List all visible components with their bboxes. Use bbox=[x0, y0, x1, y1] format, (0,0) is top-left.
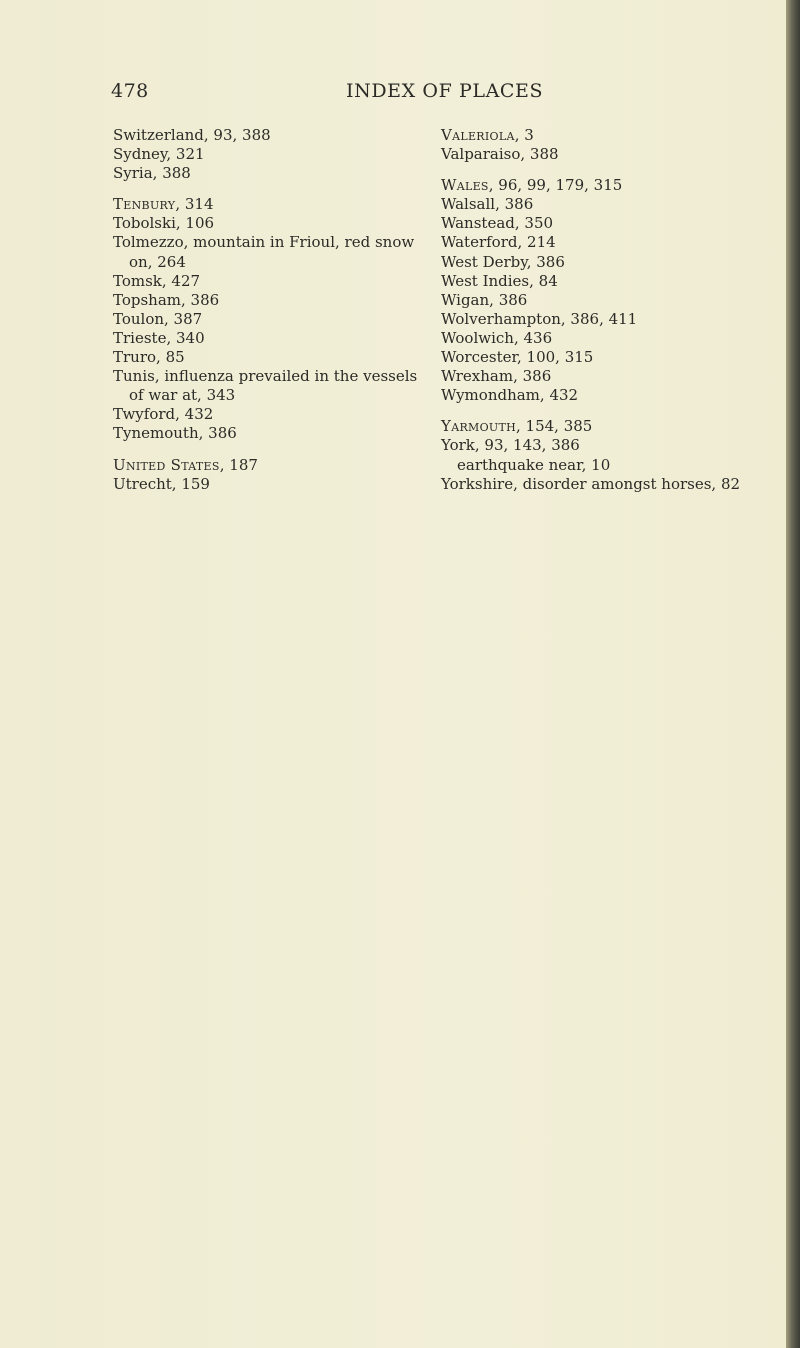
entry-heading: Yarmouth bbox=[441, 417, 517, 436]
index-entry: Utrecht, 159 bbox=[113, 474, 210, 493]
index-entry: Tunis, influenza prevailed in the vessels bbox=[113, 367, 418, 386]
index-entry: West Indies, 84 bbox=[441, 271, 558, 290]
entry-pages: , 187 bbox=[219, 455, 258, 474]
entry-heading: United States bbox=[113, 455, 220, 474]
index-entry: Tomsk, 427 bbox=[113, 271, 201, 290]
entry-pages: , 314 bbox=[175, 195, 214, 214]
index-entry: Wolverhampton, 386, 411 bbox=[441, 309, 638, 328]
index-entry bbox=[441, 417, 741, 436]
index-entry: Sydney, 321 bbox=[113, 145, 205, 164]
index-entry: Wigan, 386 bbox=[441, 290, 528, 309]
index-entry: Truro, 85 bbox=[113, 348, 185, 367]
index-entry: Tobolski, 106 bbox=[113, 214, 215, 233]
index-entry: Wrexham, 386 bbox=[441, 367, 552, 386]
index-column-left bbox=[113, 126, 423, 494]
entry-pages: , 154, 385 bbox=[516, 417, 593, 436]
index-entry bbox=[441, 176, 741, 195]
index-entry: Yorkshire, disorder amongst horses, 82 bbox=[441, 474, 741, 493]
index-entry: Tynemouth, 386 bbox=[113, 424, 237, 443]
entry-heading: Tenbury bbox=[113, 195, 176, 214]
index-entry: York, 93, 143, 386 bbox=[441, 436, 580, 455]
index-entry: Valparaiso, 388 bbox=[441, 145, 559, 164]
entry-heading: Wales bbox=[441, 176, 489, 195]
section-gap bbox=[113, 444, 423, 456]
section-gap bbox=[113, 183, 423, 195]
page-header bbox=[0, 80, 786, 104]
running-title: INDEX OF PLACES bbox=[346, 80, 544, 102]
section-gap bbox=[441, 164, 741, 176]
index-entry: Topsham, 386 bbox=[113, 290, 220, 309]
index-subentry: of war at, 343 bbox=[129, 386, 236, 405]
index-entry: Woolwich, 436 bbox=[441, 328, 553, 347]
index-subentry: earthquake near, 10 bbox=[457, 455, 611, 474]
entry-pages: , 96, 99, 179, 315 bbox=[488, 176, 623, 195]
index-column-right bbox=[441, 126, 741, 494]
page-binding-edge bbox=[786, 0, 800, 1348]
index-entry: Worcester, 100, 315 bbox=[441, 348, 594, 367]
entry-heading: Valeriola bbox=[441, 126, 515, 144]
entry-pages: , 3 bbox=[514, 126, 534, 144]
index-entry bbox=[441, 126, 741, 145]
section-gap bbox=[441, 405, 741, 417]
index-entry: Wymondham, 432 bbox=[441, 386, 579, 405]
index-entry: Syria, 388 bbox=[113, 164, 191, 183]
index-entry: Waterford, 214 bbox=[441, 233, 556, 252]
index-entry: Walsall, 386 bbox=[441, 195, 534, 214]
index-entry bbox=[113, 456, 423, 475]
index-entry: Tolmezzo, mountain in Frioul, red snow bbox=[113, 233, 415, 252]
index-entry: Twyford, 432 bbox=[113, 405, 214, 424]
index-entry bbox=[113, 195, 423, 214]
index-entry: Trieste, 340 bbox=[113, 328, 205, 347]
index-entry: Switzerland, 93, 388 bbox=[113, 126, 271, 144]
index-subentry: on, 264 bbox=[129, 252, 186, 271]
page-number: 478 bbox=[111, 80, 149, 102]
index-entry: West Derby, 386 bbox=[441, 252, 565, 271]
index-entry: Wanstead, 350 bbox=[441, 214, 554, 233]
index-entry: Toulon, 387 bbox=[113, 309, 203, 328]
